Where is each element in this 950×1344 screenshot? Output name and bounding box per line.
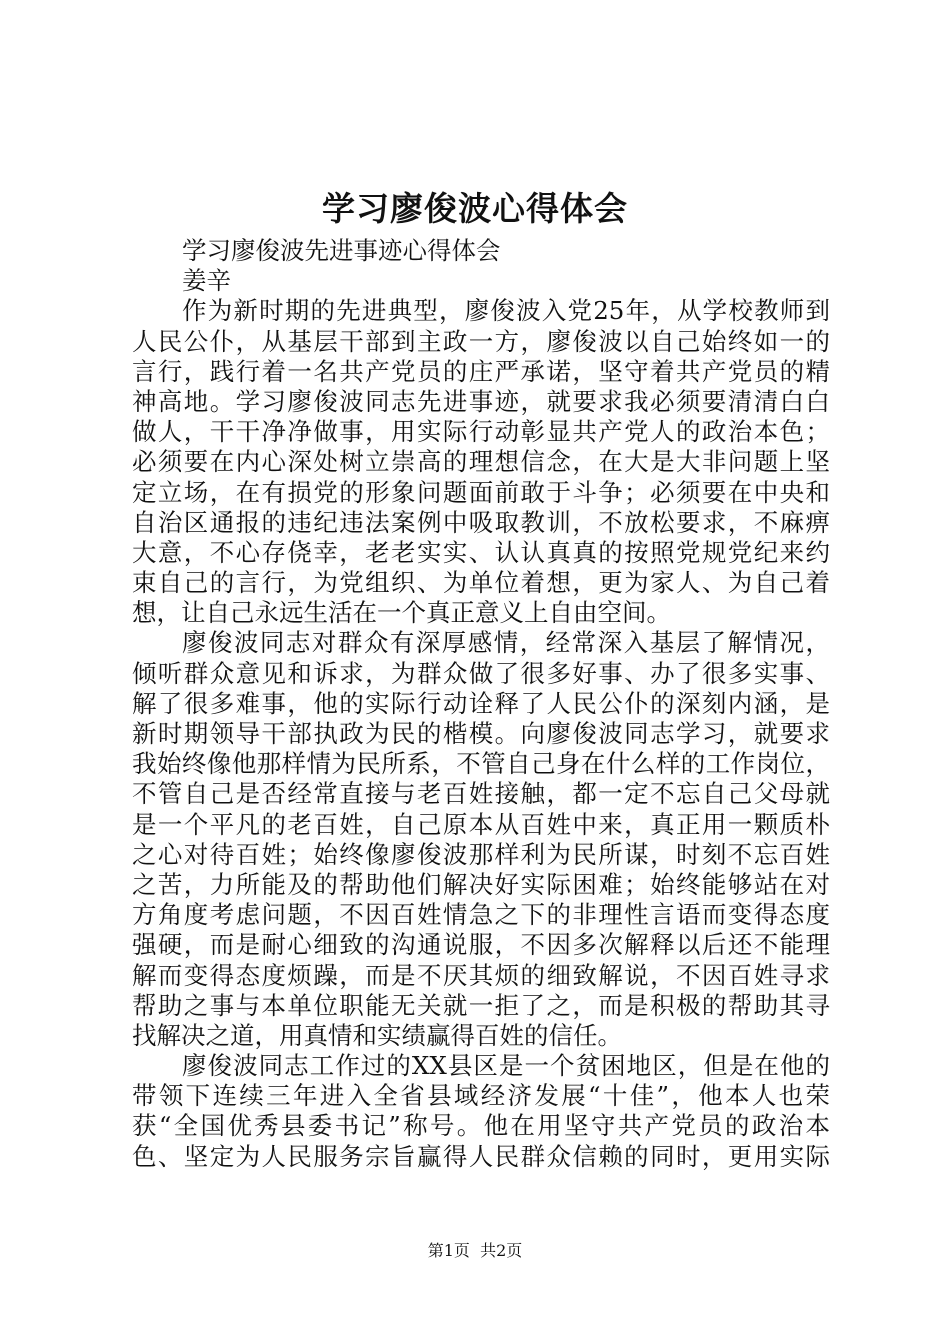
body-line: 不管自己是否经常直接与老百姓接触，都一定不忘自己父母就 [132,779,830,809]
document-title: 学习廖俊波心得体会 [322,189,628,228]
subtitle-line: 学习廖俊波先进事迹心得体会 [182,236,501,265]
body-line: 作为新时期的先进典型，廖俊波入党25年，从学校教师到 [182,296,830,326]
body-line: 带领下连续三年进入全省县域经济发展“十佳”，他本人也荣 [132,1081,830,1111]
body-line: 想，让自己永远生活在一个真正意义上自由空间。 [132,598,671,628]
body-line: 解了很多难事，他的实际行动诠释了人民公仆的深刻内涵，是 [132,688,830,718]
body-line: 自治区通报的违纪违法案例中吸取教训，不放松要求，不麻痹 [132,507,830,537]
page-footer: 第1页 共2页 [427,1241,523,1260]
body-line: 强硬，而是耐心细致的沟通说服，不因多次解释以后还不能理 [132,930,830,960]
body-line: 是一个平凡的老百姓，自己原本从百姓中来，真正用一颗质朴 [132,809,830,839]
body-line: 找解决之道，用真情和实绩赢得百姓的信任。 [132,1020,622,1050]
body-line: 神高地。学习廖俊波同志先进事迹，就要求我必须要清清白白 [132,386,830,416]
body-line: 获“全国优秀县委书记”称号。他在用坚守共产党员的政治本 [132,1111,830,1141]
body-line: 色、坚定为人民服务宗旨赢得人民群众信赖的同时，更用实际 [132,1141,830,1171]
body-line: 之心对待百姓；始终像廖俊波那样利为民所谋，时刻不忘百姓 [132,839,830,869]
body-line: 新时期领导干部执政为民的楷模。向廖俊波同志学习，就要求 [132,719,830,748]
body-line: 大意，不心存侥幸，老老实实、认认真真的按照党规党纪来约 [132,537,830,567]
body-line: 倾听群众意见和诉求，为群众做了很多好事、办了很多实事、 [132,658,830,688]
body-line: 之苦，力所能及的帮助他们解决好实际困难；始终能够站在对 [132,869,830,899]
document-body [132,236,830,1172]
body-line: 廖俊波同志对群众有深厚感情，经常深入基层了解情况， [182,628,830,658]
body-line: 言行，践行着一名共产党员的庄严承诺，坚守着共产党员的精 [132,356,830,386]
body-line: 帮助之事与本单位职能无关就一拒了之，而是积极的帮助其寻 [132,990,830,1020]
author-line: 姜辛 [182,266,231,296]
body-line: 廖俊波同志工作过的XX县区是一个贫困地区，但是在他的 [182,1051,830,1081]
body-line: 我始终像他那样情为民所系，不管自己身在什么样的工作岗位， [132,749,830,779]
body-line: 解而变得态度烦躁，而是不厌其烦的细致解说，不因百姓寻求 [132,960,830,990]
body-line: 做人，干干净净做事，用实际行动彰显共产党人的政治本色； [132,417,830,447]
body-line: 人民公仆，从基层干部到主政一方，廖俊波以自己始终如一的 [132,326,830,356]
body-line: 必须要在内心深处树立崇高的理想信念，在大是大非问题上坚 [132,447,830,477]
body-line: 定立场，在有损党的形象问题面前敢于斗争；必须要在中央和 [132,477,830,507]
body-line: 方角度考虑问题，不因百姓情急之下的非理性言语而变得态度 [132,900,830,930]
body-line: 束自己的言行，为党组织、为单位着想，更为家人、为自己着 [132,568,830,598]
